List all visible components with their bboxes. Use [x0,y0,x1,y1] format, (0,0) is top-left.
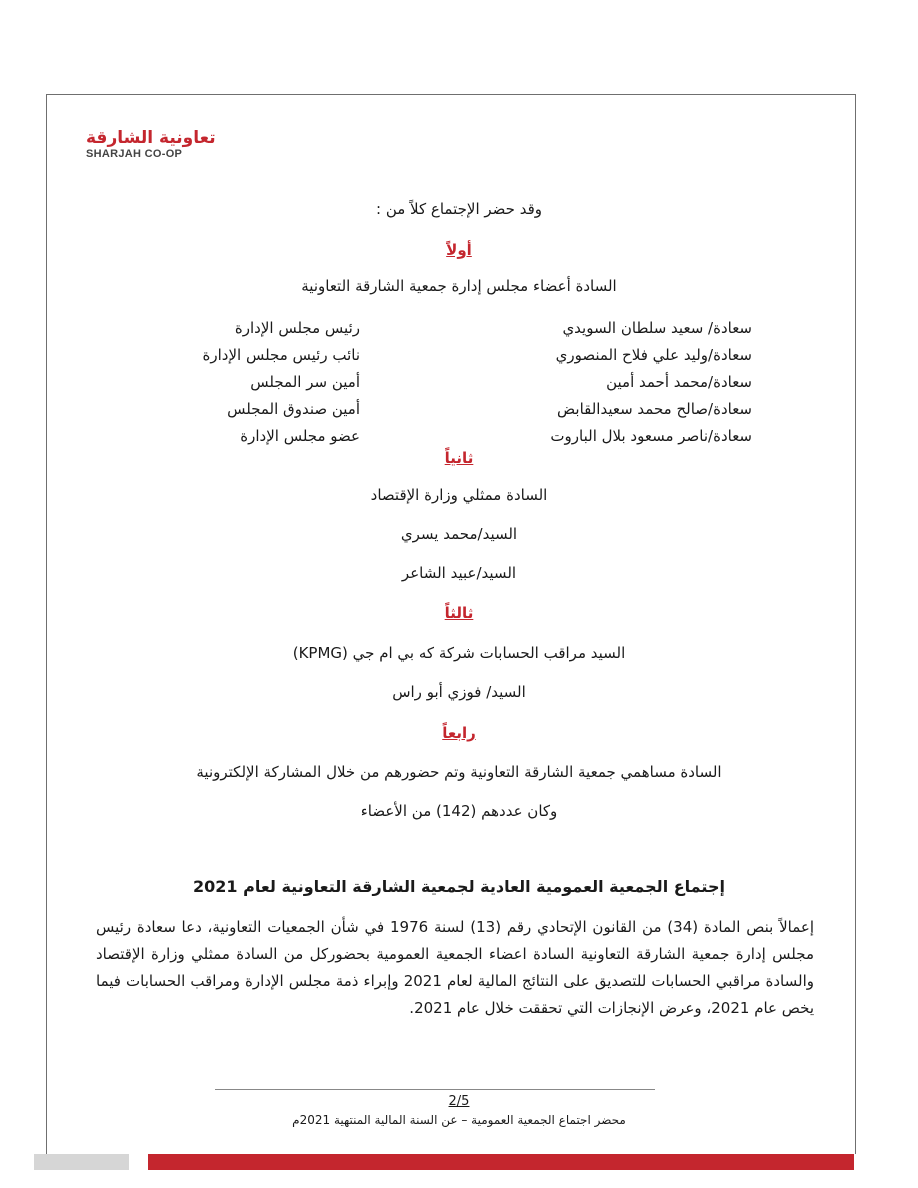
section2-title: ثانياً [444,449,474,467]
section2-subtitle: السادة ممثلي وزارة الإقتصاد [370,486,548,504]
board-member-roles [160,318,360,453]
sharjah-coop-logo [86,128,216,160]
member-role: أمين سر المجلس [250,373,360,391]
footer-bar-red [148,1154,854,1170]
meeting-paragraph: إعمالاً بنص المادة (34) من القانون الإتحادي رقم (13) لسنة 1976 في شأن الجمعيات التعاونية، دعا سعادة رئيس مجلس إدارة جمعية الشارقة التعاونية السادة اعضاء الجمعية العمومية بحضوركل من السادة ممثلي وزارة الإقتصاد والسادة مراقبي الحسابات للتصديق على النتائج المالية لعام 2021 وإبراء ذمة مجلس الإدارة ومراقب الحسابات فيما يخص عام 2021، وعرض الإنجازات التي تحققت خلال عام 2021. [96,918,814,1017]
footer-text: محضر اجتماع الجمعية العمومية – عن السنة المالية المنتهية 2021م [292,1113,626,1127]
member-role: نائب رئيس مجلس الإدارة [202,346,360,364]
section2-line1: السيد/محمد يسري [400,525,518,543]
member-role: أمين صندوق المجلس [227,400,360,418]
intro-text: وقد حضر الإجتماع كلاً من : [376,200,542,218]
section1-title: أولاً [446,241,472,259]
member-name: سعادة/وليد علي فلاح المنصوري [555,346,752,364]
section3-title: ثالثاً [444,604,474,622]
section3-line1: السيد مراقب الحسابات شركة كه بي ام جي (KPMG) [292,644,626,662]
meeting-heading: إجتماع الجمعية العمومية العادية لجمعية الشارقة التعاونية لعام 2021 [193,877,725,896]
section4-line2: وكان عددهم (142) من الأعضاء [360,802,558,820]
page-number: 2/5 [448,1094,470,1109]
section4-title: رابعاً [442,724,476,742]
logo-english-text: SHARJAH CO-OP [86,148,183,160]
logo-arabic-text: تعاونية الشارقة [86,128,216,148]
member-name: سعادة/صالح محمد سعيدالقابض [557,400,752,418]
section2-line2: السيد/عبيد الشاعر [401,564,517,582]
section4-line1: السادة مساهمي جمعية الشارقة التعاونية وتم حضورهم من خلال المشاركة الإلكترونية [196,763,722,781]
footer-divider [215,1089,655,1090]
member-role: عضو مجلس الإدارة [240,427,360,445]
member-role: رئيس مجلس الإدارة [234,319,360,337]
member-name: سعادة/محمد أحمد أمين [606,373,752,391]
board-member-names [452,318,752,453]
footer-bar-gray [34,1154,129,1170]
section3-line2: السيد/ فوزي أبو راس [392,683,526,701]
member-name: سعادة/ناصر مسعود بلال الباروت [550,427,752,445]
section1-subtitle: السادة أعضاء مجلس إدارة جمعية الشارقة التعاونية [301,277,617,295]
member-name: سعادة/ سعيد سلطان السويدي [562,319,752,337]
